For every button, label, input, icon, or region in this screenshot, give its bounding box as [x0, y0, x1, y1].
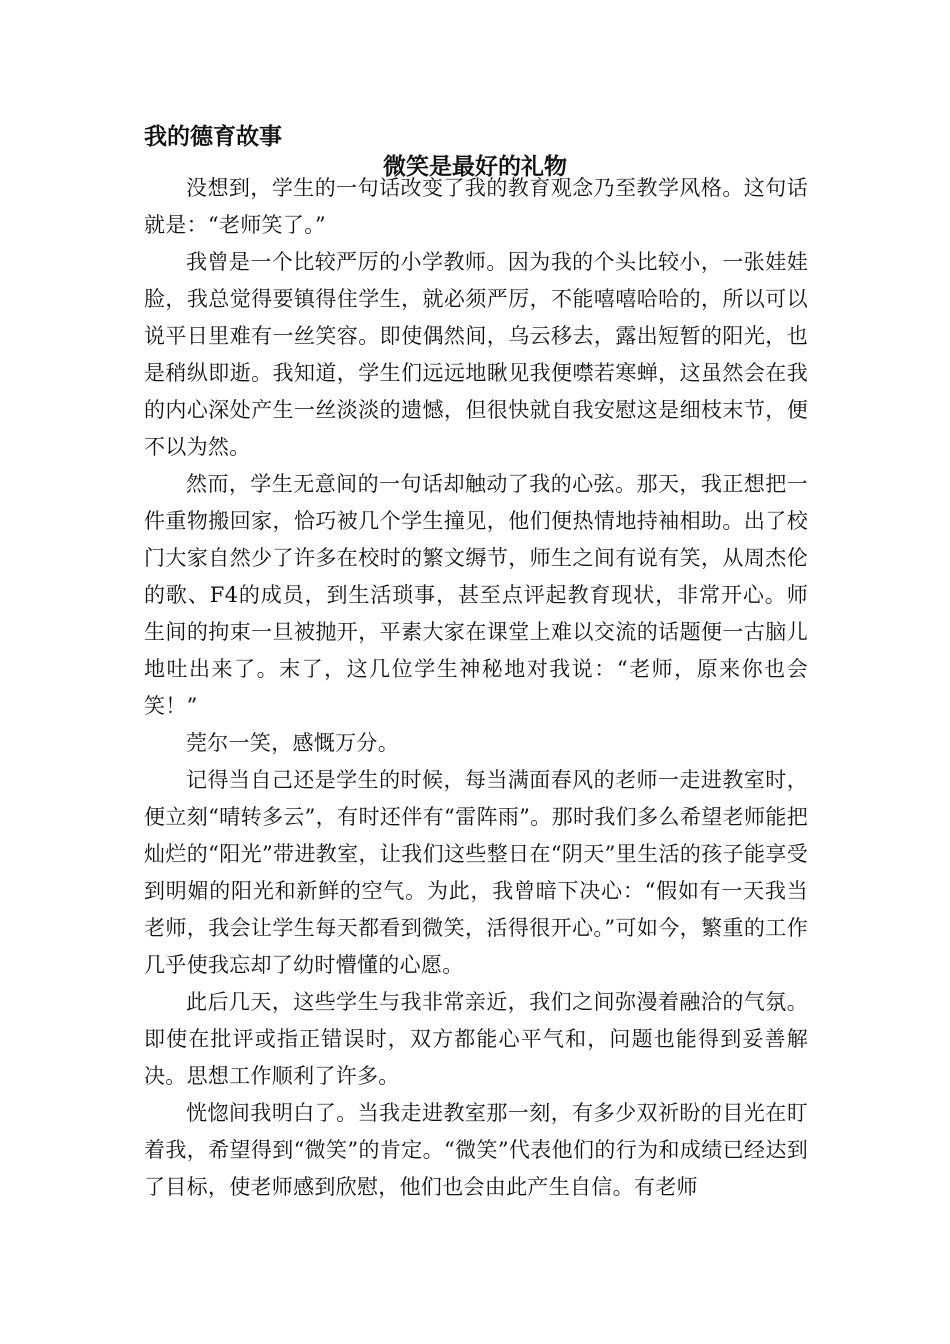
paragraph-4: 莞尔一笑，感慨万分。 — [186, 731, 399, 755]
paragraph-7: 恍惚间我明白了。当我走进教室那一刻，有多少双祈盼的目光在盯着我，希望得到“微笑”的肯定。“微笑”代表他们的行为和成绩已经达到了目标，使老师感到欣慰，他们也会由此产生自信。有老师 — [144, 1101, 808, 1199]
paragraph-3: 然而，学生无意间的一句话却触动了我的心弦。那天，我正想把一件重物搬回家，恰巧被几个学生撞见，他们便热情地持袖相助。出了校门大家自然少了许多在校时的繁文缛节，师生之间有说有笑，从周杰伦的歌、F4的成员，到生活琐事，甚至点评起教育现状，非常开心。师生间的拘束一旦被抛开，平素大家在课堂上难以交流的话题便一古脑儿地吐出来了。末了，这几位学生神秘地对我说：“老师，原来你也会笑！” — [144, 472, 808, 718]
paragraph-1: 没想到，学生的一句话改变了我的教育观念乃至教学风格。这句话就是：“老师笑了。” — [144, 176, 808, 237]
paragraph-6: 此后几天，这些学生与我非常亲近，我们之间弥漫着融洽的气氛。即使在批评或指正错误时，双方都能心平气和，问题也能得到妥善解决。思想工作顺利了许多。 — [144, 990, 808, 1088]
document-body — [144, 170, 808, 1206]
paragraph-5: 记得当自己还是学生的时候，每当满面春风的老师一走进教室时，便立刻“晴转多云”，有时还伴有“雷阵雨”。那时我们多么希望老师能把灿烂的“阳光”带进教室，让我们这些整日在“阴天”里生活的孩子能享受到明媚的阳光和新鲜的空气。为此，我曾暗下决心：“假如有一天我当老师，我会让学生每天都看到微笑，活得很开心。”可如今，繁重的工作几乎使我忘却了幼时懵懂的心愿。 — [144, 768, 808, 977]
document-title-text: 微笑是最好的礼物 — [383, 153, 567, 180]
paragraph-2: 我曾是一个比较严厉的小学教师。因为我的个头比较小，一张娃娃脸，我总觉得要镇得住学生，就必须严厉，不能嘻嘻哈哈的，所以可以说平日里难有一丝笑容。即使偶然间，乌云移去，露出短暂的阳光，也是稍纵即逝。我知道，学生们远远地瞅见我便噤若寒蝉，这虽然会在我的内心深处产生一丝淡淡的遗憾，但很快就自我安慰这是细枝末节，便不以为然。 — [144, 250, 808, 459]
document-heading: 我的德育故事 — [144, 123, 282, 150]
